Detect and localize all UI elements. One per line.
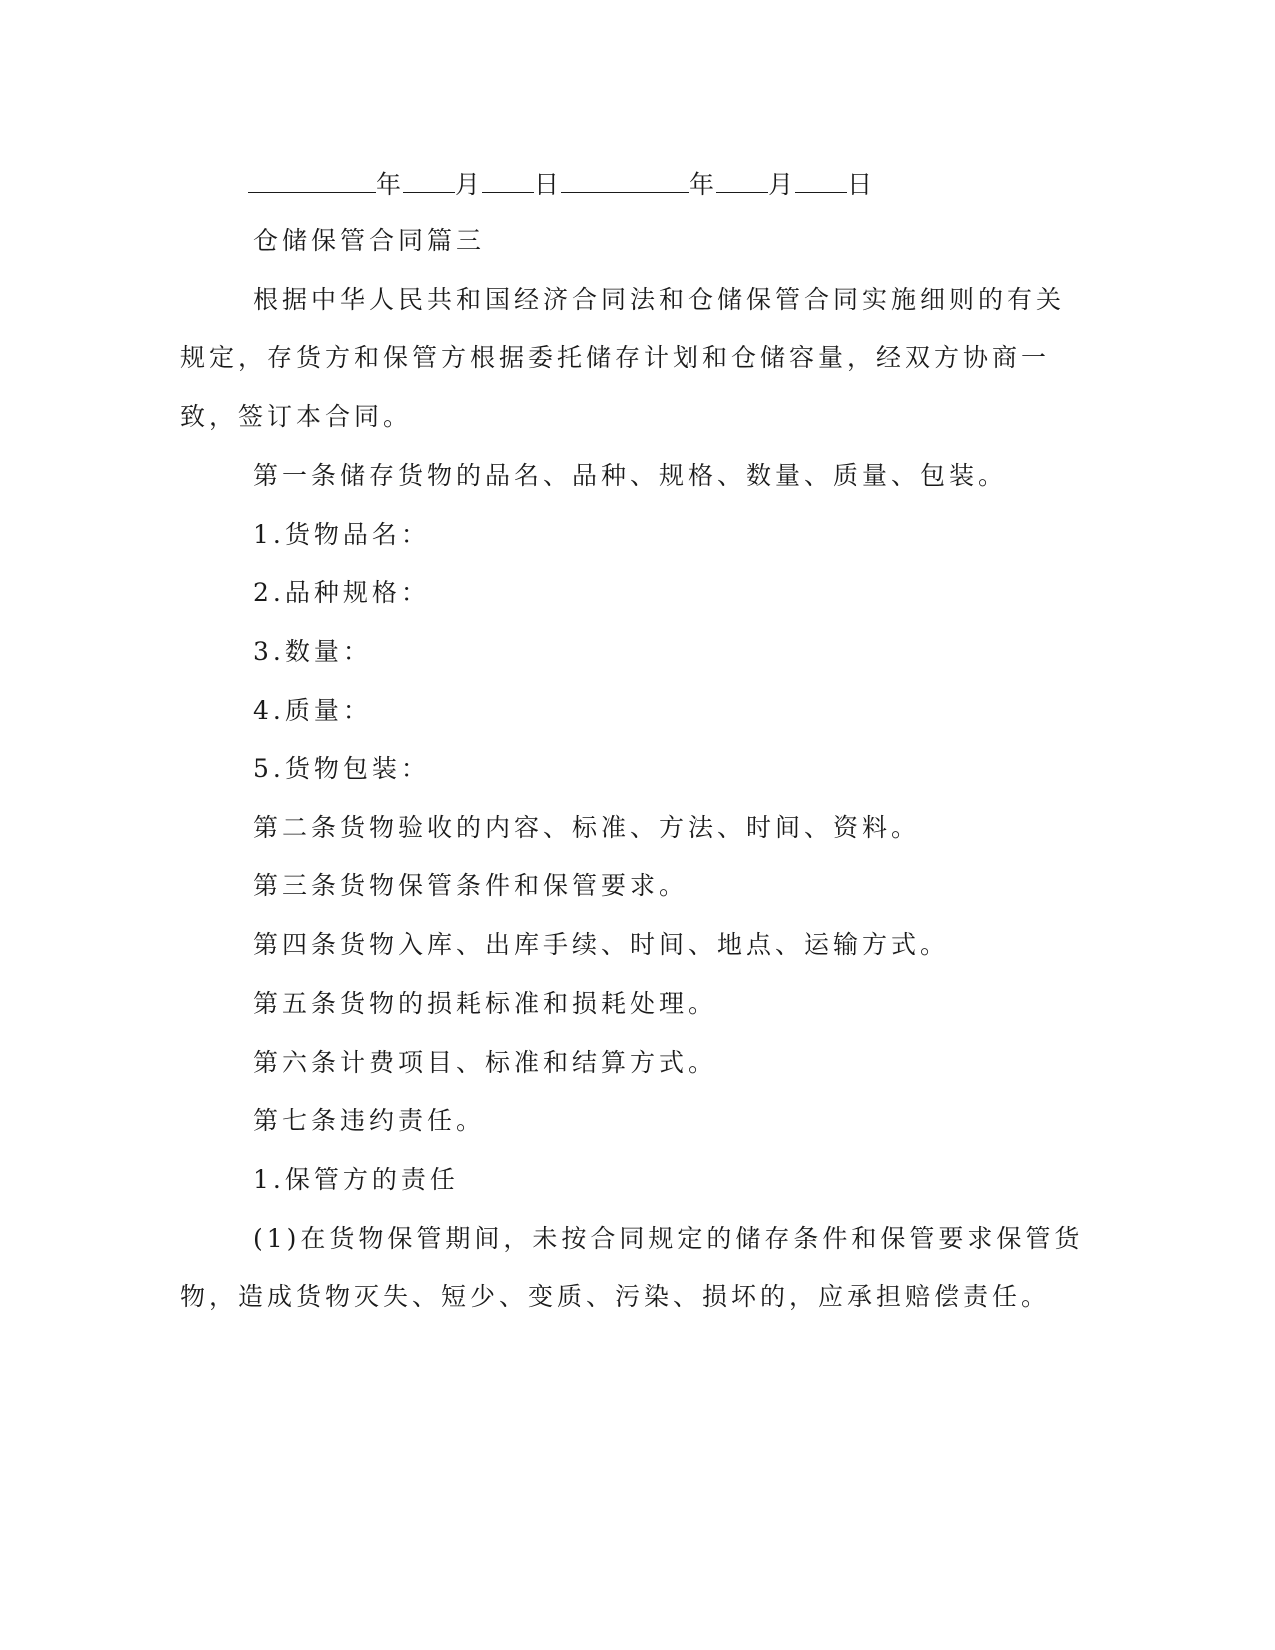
- clause-1-line-1: (1)在货物保管期间，未按合同规定的储存条件和保管要求保管货: [253, 1224, 1084, 1253]
- item-packaging: 5.货物包装：: [253, 754, 430, 783]
- month-label-2: 月: [768, 170, 796, 199]
- month-label-1: 月: [455, 170, 483, 199]
- section-title: 仓储保管合同篇三: [253, 226, 486, 255]
- article-1-heading: 第一条储存货物的品名、品种、规格、数量、质量、包装。: [253, 461, 1008, 490]
- blank-month-2[interactable]: [716, 168, 768, 193]
- blank-day-1[interactable]: [482, 168, 534, 193]
- blank-year-2[interactable]: [561, 168, 689, 193]
- preamble-line-2: 规定，存货方和保管方根据委托储存计划和仓储容量，经双方协商一: [180, 343, 1051, 372]
- day-label-2: 日: [847, 170, 875, 199]
- custodian-responsibility-heading: 1.保管方的责任: [253, 1165, 459, 1194]
- signature-date-line: [248, 168, 874, 200]
- article-2-heading: 第二条货物验收的内容、标准、方法、时间、资料。: [253, 813, 921, 842]
- article-3-heading: 第三条货物保管条件和保管要求。: [253, 871, 689, 900]
- year-label-1: 年: [376, 170, 404, 199]
- clause-1-line-2: 物，造成货物灭失、短少、变质、污染、损坏的，应承担赔偿责任。: [180, 1282, 1051, 1311]
- preamble-line-3: 致，签订本合同。: [180, 402, 413, 431]
- item-variety-spec: 2.品种规格：: [253, 578, 430, 607]
- day-label-1: 日: [534, 170, 562, 199]
- item-goods-name: 1.货物品名：: [253, 520, 430, 549]
- article-5-heading: 第五条货物的损耗标准和损耗处理。: [253, 989, 718, 1018]
- preamble-line-1: 根据中华人民共和国经济合同法和仓储保管合同实施细则的有关: [253, 285, 1066, 314]
- blank-month-1[interactable]: [403, 168, 455, 193]
- article-7-heading: 第七条违约责任。: [253, 1106, 486, 1135]
- blank-day-2[interactable]: [795, 168, 847, 193]
- blank-year-1[interactable]: [248, 168, 376, 193]
- item-quality: 4.质量：: [253, 696, 372, 725]
- article-6-heading: 第六条计费项目、标准和结算方式。: [253, 1048, 718, 1077]
- item-quantity: 3.数量：: [253, 637, 372, 666]
- year-label-2: 年: [689, 170, 717, 199]
- article-4-heading: 第四条货物入库、出库手续、时间、地点、运输方式。: [253, 930, 950, 959]
